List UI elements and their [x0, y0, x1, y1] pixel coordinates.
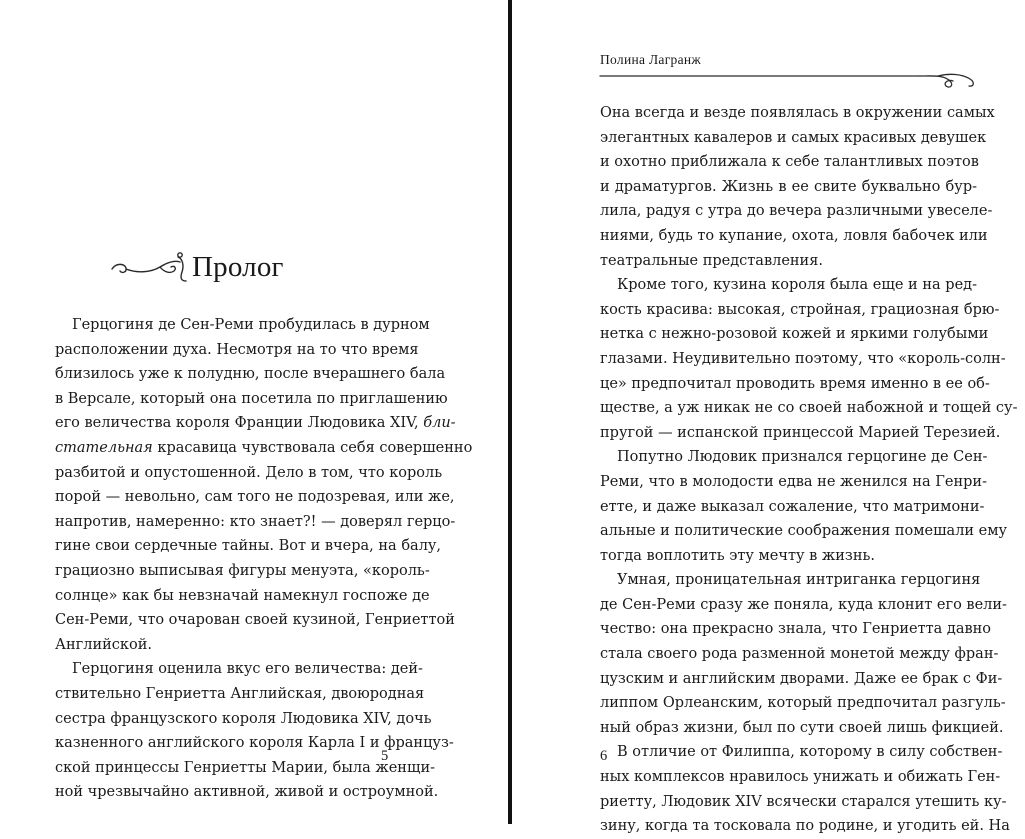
line-text: разбитой и опустошенной. Дело в том, что король	[55, 464, 443, 481]
text-line	[55, 682, 425, 707]
text-line	[600, 175, 977, 200]
line-text: Кроме того, кузина короля была еще и на ред-	[617, 277, 977, 294]
text-line	[600, 544, 977, 569]
line-text: стала своего рода разменной монетой между фран-	[600, 646, 999, 663]
text-line	[600, 642, 999, 667]
line-text: казненного английского короля Карла I и француз-	[55, 735, 454, 752]
text-line	[55, 387, 448, 412]
line-text: липпом Орлеанским, который предпочитал разгуль-	[600, 695, 1006, 712]
text-line	[55, 608, 455, 633]
text-line	[55, 338, 417, 363]
line-text: ниями, будь то купание, охота, ловля бабочек или	[600, 227, 988, 244]
line-text: ный образ жизни, был по сути своей лишь фикцией.	[600, 719, 1004, 736]
line-text: Умная, проницательная интриганка герцогиня	[617, 572, 981, 589]
line-text: де Сен-Реми сразу же поняла, куда клонит его вели-	[600, 596, 1007, 613]
text-line	[600, 765, 1001, 790]
text-line	[600, 568, 981, 593]
text-line	[55, 756, 436, 781]
line-text: чество: она прекрасно знала, что Генриетта давно	[600, 621, 992, 638]
text-line	[600, 199, 993, 224]
line-text: грациозно выписывая фигуры менуэта, «король-	[55, 562, 430, 579]
line-text: гине свои сердечные тайны. Вот и вчера, на балу,	[55, 538, 442, 555]
left-page	[0, 0, 508, 824]
line-text: ной чрезвычайно активной, живой и остроумной.	[55, 784, 439, 801]
line-text: кость красива: высокая, стройная, грациозная брю-	[600, 301, 1000, 318]
line-text: его величества короля Франции Людовика XIV,	[55, 415, 424, 432]
text-line	[55, 731, 454, 756]
text-line	[55, 657, 423, 682]
line-text: Герцогиня де Сен-Реми пробудилась в дурном	[72, 317, 430, 333]
line-text: и охотно приближала к себе талантливых поэтов	[600, 154, 979, 171]
author-name: Полина Лагранж	[600, 52, 702, 67]
text-line	[55, 461, 443, 486]
text-line	[600, 126, 987, 151]
text-line	[55, 510, 456, 535]
text-line	[600, 372, 990, 397]
text-line	[600, 273, 977, 298]
line-text: Английской.	[55, 636, 152, 653]
text-line	[55, 780, 439, 805]
text-line	[55, 436, 473, 461]
line-text: Герцогиня оценила вкус его величества: дей-	[72, 661, 423, 678]
line-text: зину, когда та тосковала по родине, и угодить ей. На	[600, 818, 1010, 835]
text-line	[55, 362, 446, 387]
line-text: в Версале, который она посетила по приглашению	[55, 390, 448, 407]
text-line	[600, 421, 1001, 446]
line-text: Реми, что в молодости едва не женился на Генри-	[600, 473, 987, 490]
line-text: альные и политические соображения помешали ему	[600, 523, 1008, 540]
text-line	[55, 633, 417, 658]
text-line	[55, 485, 455, 510]
text-line	[600, 445, 988, 470]
line-text: солнце» как бы невзначай намекнул госпоже де	[55, 587, 430, 604]
line-text: риетту, Людовик XIV всячески старался утешить ку-	[600, 793, 1007, 810]
line-text: сестра французского короля Людовика XIV, дочь	[55, 710, 432, 727]
chapter-heading	[110, 250, 284, 284]
running-head	[600, 52, 980, 92]
header-flourish-icon	[600, 72, 980, 92]
line-text: театральные представления.	[600, 252, 823, 269]
line-text: порой — невольно, сам того не подозревая, или же,	[55, 489, 455, 506]
line-text: элегантных кавалеров и самых красивых девушек	[600, 129, 987, 146]
italic-text: стательная	[55, 439, 153, 456]
line-text: расположении духа. Несмотря на то что время	[55, 341, 419, 358]
italic-text: бли-	[423, 415, 456, 432]
line-text: глазами. Неудивительно поэтому, что «король-солн-	[600, 350, 1006, 367]
page-number-right: 6	[600, 748, 608, 764]
text-line	[600, 667, 1003, 692]
line-text: ствительно Генриетта Английская, двоюродная	[55, 685, 425, 702]
text-line	[600, 322, 989, 347]
text-line	[600, 249, 977, 274]
line-text: и драматургов. Жизнь в ее свите буквально бур-	[600, 178, 977, 195]
line-text: Сен-Реми, что очарован своей кузиной, Генриеттой	[55, 612, 455, 629]
text-line	[600, 814, 1010, 839]
line-text: ных комплексов нравилось унижать и обижать Ген-	[600, 769, 1001, 786]
line-text: нетка с нежно-розовой кожей и яркими голубыми	[600, 326, 989, 343]
text-line	[600, 347, 1006, 372]
line-text: близилось уже к полудню, после вчерашнего бала	[55, 366, 446, 383]
page-number-left: 5	[381, 748, 389, 764]
line-text: цузским и английским дворами. Даже ее брак с Фи-	[600, 670, 1003, 687]
text-line	[55, 411, 456, 436]
scroll-ornament-icon	[110, 250, 188, 284]
line-text: етте, и даже выказал сожаление, что матримони-	[600, 498, 985, 515]
text-line	[600, 691, 1006, 716]
line-text: В отличие от Филиппа, которому в силу собствен-	[617, 744, 1003, 761]
text-line	[600, 470, 987, 495]
text-line	[600, 716, 1004, 741]
line-text: Попутно Людовик признался герцогине де Сен-	[617, 449, 988, 466]
right-page-body	[600, 101, 1018, 839]
chapter-title: Пролог	[192, 250, 284, 283]
line-text: ществе, а уж никак не со своей набожной и тощей су-	[600, 400, 1018, 417]
text-line	[600, 593, 1007, 618]
text-line	[600, 790, 1007, 815]
text-line	[600, 740, 1003, 765]
text-line	[55, 313, 430, 338]
line-text: лила, радуя с утра до вечера различными увеселе-	[600, 203, 993, 220]
right-page	[512, 0, 1025, 835]
text-line	[600, 617, 992, 642]
text-line	[600, 101, 995, 126]
text-line	[55, 584, 430, 609]
line-text: красавица чувствовала себя совершенно	[152, 439, 473, 456]
line-text: ской принцессы Генриетты Марии, была женщи-	[55, 759, 436, 776]
text-line	[55, 534, 442, 559]
text-line	[600, 495, 985, 520]
left-page-body	[55, 313, 473, 805]
line-text: тогда воплотить эту мечту в жизнь.	[600, 547, 875, 564]
line-text: напротив, намеренно: кто знает?! — доверял герцо-	[55, 513, 456, 530]
line-text: це» предпочитал проводить время именно в ее об-	[600, 375, 990, 392]
text-line	[55, 559, 430, 584]
text-line	[600, 150, 977, 175]
text-line	[55, 707, 432, 732]
line-text: пругой — испанской принцессой Марией Терезией.	[600, 424, 1001, 441]
text-line	[600, 396, 1018, 421]
text-line	[600, 519, 1008, 544]
text-line	[600, 224, 988, 249]
text-line	[600, 298, 1000, 323]
line-text: Она всегда и везде появлялась в окружении самых	[600, 105, 995, 121]
